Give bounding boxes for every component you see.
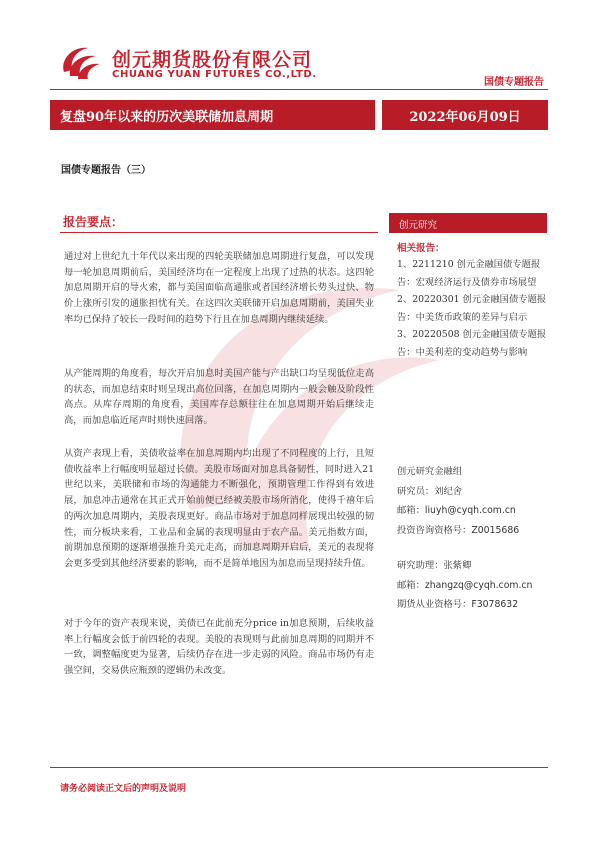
report-type-tag: 国债专题报告 — [484, 77, 544, 88]
footer-notice: 请务必阅读正文后的声明及说明 — [60, 784, 187, 794]
report-title: 复盘90年以来的历次美联储加息周期 — [60, 110, 274, 125]
researcher-email[interactable]: 邮箱：liuyh@cyqh.com.cn — [397, 505, 516, 516]
summary-paragraph: 从资产表现上看，美债收益率在加息周期内均出现了不同程度的上行，且短债收益率上行幅度明显超过长债。美股市场面对加息具备韧性，同时进入21世纪以来，美联储和市场的沟通能力不断强化，预期管理工作得到有效进展，加息冲击通常在其正式开始前便已经被美股市场所消化，使得千禧年后的两次加息周期内，美股表现更好。商品市场对于加息同样展现出较强的韧性，而分板块来看，工业品和金属的表现明显由于农产品。美元指数方面，前期加息预期的逐渐增强推升美元走高，而加息周期开启后，美元的表现将会更多受到其他经济要素的影响，而不是简单地因为加息而呈现持续升值。 — [64, 448, 374, 569]
summary-paragraph: 通过对上世纪九十年代以来出现的四轮美联储加息周期进行复盘，可以发现每一轮加息周期前后，美国经济均在一定程度上出现了过热的状态。这四轮加息周期开启的导火索，都与美国面临高通胀或者国经济增长势头过快、物价上涨所引发的通胀担忧有关。在这四次美联储开启加息周期前，美国失业率均已保持了较长一段时间的趋势下行且在加息周期内继续延续。 — [64, 251, 374, 325]
assistant-name: 研究助理：张紫卿 — [397, 560, 472, 571]
researcher-name: 研究员：刘纪舍 — [397, 485, 463, 497]
related-report-item[interactable]: 1、2211210 创元金融国债专题报告：宏观经济运行及债券市场展望 — [397, 259, 541, 288]
assistant-contact — [397, 556, 532, 615]
assistant-email[interactable]: 邮箱：zhangzq@cyqh.com.cn — [397, 579, 533, 591]
related-reports-label: 相关报告： — [397, 243, 445, 254]
sidebar-header-label: 创元研究 — [399, 220, 438, 231]
report-date: 2022年06月09日 — [409, 110, 521, 125]
researcher-cert: 投资咨询资格号：Z0015686 — [397, 524, 520, 536]
related-report-item[interactable]: 3、20220508 创元金融国债专题报告：中美利差的变动趋势与影响 — [397, 329, 547, 358]
related-reports-list — [397, 256, 547, 361]
summary-paragraph: 从产能周期的角度看，每次开启加息时美国产能与产出缺口均呈现低位走高的状态，而加息结束时则呈现出高位回落，在加息周期内一般会触及阶段性高点。从库存周期的角度看，美国库存总额往往在加息周期开始后继续走高，而加息临近尾声时则快速回落。 — [64, 368, 374, 427]
header-divider — [50, 89, 548, 90]
report-subtitle: 国债专题报告（三） — [61, 165, 151, 176]
team-name: 创元研究金融组 — [397, 466, 463, 477]
researcher-contact — [397, 462, 519, 540]
summary-heading: 报告要点： — [63, 215, 124, 229]
footer-divider — [50, 767, 548, 768]
company-name-en: CHUANG YUAN FUTURES CO.,LTD. — [112, 69, 317, 80]
summary-divider — [60, 232, 378, 233]
company-logo-icon — [58, 42, 102, 82]
summary-paragraph: 对于今年的资产表现来说，美债已在此前充分price in加息预期，后续收益率上行幅度会低于前四轮的表现。美股的表现则与此前加息周期的同期并不一致，调整幅度更为显著，后续仍存在进一步走弱的风险。商品市场仍有走强空间，交易供应瓶颈的逻辑仍未改变。 — [64, 618, 374, 677]
assistant-cert: 期货从业资格号：F3078632 — [397, 599, 519, 610]
related-report-item[interactable]: 2、20220301 创元金融国债专题报告：中美货币政策的差异与启示 — [397, 294, 547, 323]
company-name-cn: 创元期货股份有限公司 — [112, 49, 313, 71]
